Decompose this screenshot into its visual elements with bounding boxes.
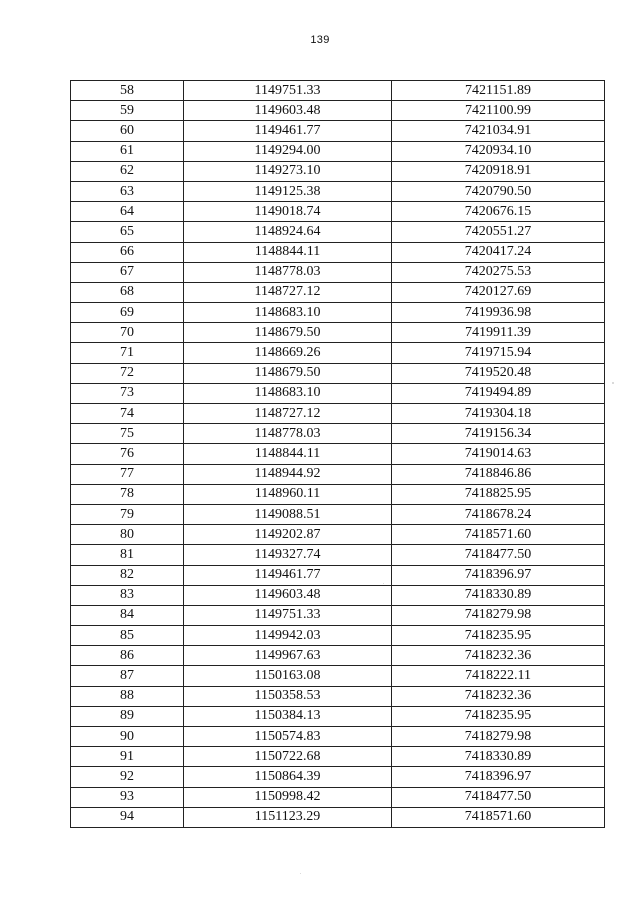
x-coordinate-cell: 1148960.11 (184, 484, 392, 504)
point-number-cell: 72 (71, 363, 184, 383)
y-coordinate-cell: 7420934.10 (392, 141, 605, 161)
x-coordinate-cell: 1149942.03 (184, 626, 392, 646)
point-number-cell: 68 (71, 282, 184, 302)
table-row (71, 262, 605, 282)
y-coordinate-cell: 7418232.36 (392, 646, 605, 666)
x-coordinate-cell: 1148778.03 (184, 262, 392, 282)
point-number-cell: 79 (71, 504, 184, 524)
table-row (71, 202, 605, 222)
y-coordinate-cell: 7419936.98 (392, 303, 605, 323)
x-coordinate-cell: 1148669.26 (184, 343, 392, 363)
y-coordinate-cell: 7420127.69 (392, 282, 605, 302)
x-coordinate-cell: 1149751.33 (184, 81, 392, 101)
scan-speck (383, 583, 384, 584)
y-coordinate-cell: 7418235.95 (392, 706, 605, 726)
table-row (71, 727, 605, 747)
point-number-cell: 63 (71, 181, 184, 201)
y-coordinate-cell: 7420918.91 (392, 161, 605, 181)
y-coordinate-cell: 7420676.15 (392, 202, 605, 222)
x-coordinate-cell: 1149751.33 (184, 605, 392, 625)
table-row (71, 323, 605, 343)
point-number-cell: 62 (71, 161, 184, 181)
x-coordinate-cell: 1148683.10 (184, 303, 392, 323)
point-number-cell: 85 (71, 626, 184, 646)
point-number-cell: 83 (71, 585, 184, 605)
table-row (71, 464, 605, 484)
table-row (71, 686, 605, 706)
point-number-cell: 75 (71, 424, 184, 444)
point-number-cell: 91 (71, 747, 184, 767)
table-row (71, 282, 605, 302)
point-number-cell: 69 (71, 303, 184, 323)
x-coordinate-cell: 1149125.38 (184, 181, 392, 201)
point-number-cell: 65 (71, 222, 184, 242)
y-coordinate-cell: 7420275.53 (392, 262, 605, 282)
x-coordinate-cell: 1148844.11 (184, 444, 392, 464)
point-number-cell: 94 (71, 807, 184, 827)
point-number-cell: 60 (71, 121, 184, 141)
x-coordinate-cell: 1149202.87 (184, 525, 392, 545)
point-number-cell: 66 (71, 242, 184, 262)
point-number-cell: 71 (71, 343, 184, 363)
x-coordinate-cell: 1150574.83 (184, 727, 392, 747)
x-coordinate-cell: 1148944.92 (184, 464, 392, 484)
x-coordinate-cell: 1148727.12 (184, 282, 392, 302)
x-coordinate-cell: 1148679.50 (184, 363, 392, 383)
point-number-cell: 76 (71, 444, 184, 464)
table-row (71, 343, 605, 363)
x-coordinate-cell: 1149018.74 (184, 202, 392, 222)
table-row (71, 626, 605, 646)
point-number-cell: 78 (71, 484, 184, 504)
x-coordinate-cell: 1149603.48 (184, 585, 392, 605)
table-row (71, 121, 605, 141)
table-row (71, 747, 605, 767)
point-number-cell: 58 (71, 81, 184, 101)
point-number-cell: 70 (71, 323, 184, 343)
scan-speck (300, 873, 301, 874)
x-coordinate-cell: 1149088.51 (184, 504, 392, 524)
y-coordinate-cell: 7421034.91 (392, 121, 605, 141)
table-row (71, 222, 605, 242)
x-coordinate-cell: 1148924.64 (184, 222, 392, 242)
x-coordinate-cell: 1150998.42 (184, 787, 392, 807)
table-row (71, 767, 605, 787)
table-row (71, 101, 605, 121)
table-row (71, 504, 605, 524)
x-coordinate-cell: 1149327.74 (184, 545, 392, 565)
table-row (71, 565, 605, 585)
point-number-cell: 84 (71, 605, 184, 625)
page-number: 139 (310, 34, 330, 46)
table-row (71, 787, 605, 807)
y-coordinate-cell: 7419014.63 (392, 444, 605, 464)
point-number-cell: 74 (71, 404, 184, 424)
table-row (71, 141, 605, 161)
point-number-cell: 90 (71, 727, 184, 747)
table-row (71, 81, 605, 101)
y-coordinate-cell: 7418330.89 (392, 585, 605, 605)
y-coordinate-cell: 7420417.24 (392, 242, 605, 262)
table-row (71, 525, 605, 545)
x-coordinate-cell: 1150722.68 (184, 747, 392, 767)
y-coordinate-cell: 7418235.95 (392, 626, 605, 646)
point-number-cell: 87 (71, 666, 184, 686)
point-number-cell: 67 (71, 262, 184, 282)
y-coordinate-cell: 7419715.94 (392, 343, 605, 363)
y-coordinate-cell: 7421100.99 (392, 101, 605, 121)
y-coordinate-cell: 7418477.50 (392, 787, 605, 807)
y-coordinate-cell: 7419304.18 (392, 404, 605, 424)
point-number-cell: 59 (71, 101, 184, 121)
point-number-cell: 73 (71, 383, 184, 403)
x-coordinate-cell: 1148679.50 (184, 323, 392, 343)
y-coordinate-cell: 7418477.50 (392, 545, 605, 565)
table-row (71, 545, 605, 565)
point-number-cell: 61 (71, 141, 184, 161)
table-row (71, 242, 605, 262)
table-row (71, 585, 605, 605)
x-coordinate-cell: 1148844.11 (184, 242, 392, 262)
point-number-cell: 86 (71, 646, 184, 666)
x-coordinate-cell: 1150384.13 (184, 706, 392, 726)
y-coordinate-cell: 7418222.11 (392, 666, 605, 686)
y-coordinate-cell: 7418330.89 (392, 747, 605, 767)
y-coordinate-cell: 7418678.24 (392, 504, 605, 524)
y-coordinate-cell: 7418846.86 (392, 464, 605, 484)
point-number-cell: 81 (71, 545, 184, 565)
y-coordinate-cell: 7418571.60 (392, 525, 605, 545)
table-row (71, 181, 605, 201)
table-row (71, 363, 605, 383)
x-coordinate-cell: 1150864.39 (184, 767, 392, 787)
point-number-cell: 80 (71, 525, 184, 545)
y-coordinate-cell: 7418571.60 (392, 807, 605, 827)
y-coordinate-cell: 7418232.36 (392, 686, 605, 706)
table-row (71, 161, 605, 181)
x-coordinate-cell: 1151123.29 (184, 807, 392, 827)
table-row (71, 666, 605, 686)
y-coordinate-cell: 7420790.50 (392, 181, 605, 201)
y-coordinate-cell: 7418279.98 (392, 727, 605, 747)
point-number-cell: 82 (71, 565, 184, 585)
scan-speck (612, 382, 614, 384)
y-coordinate-cell: 7420551.27 (392, 222, 605, 242)
y-coordinate-cell: 7421151.89 (392, 81, 605, 101)
table-row (71, 807, 605, 827)
y-coordinate-cell: 7418396.97 (392, 565, 605, 585)
table-row (71, 383, 605, 403)
y-coordinate-cell: 7419156.34 (392, 424, 605, 444)
point-number-cell: 89 (71, 706, 184, 726)
point-number-cell: 88 (71, 686, 184, 706)
x-coordinate-cell: 1148778.03 (184, 424, 392, 444)
point-number-cell: 92 (71, 767, 184, 787)
x-coordinate-cell: 1150358.53 (184, 686, 392, 706)
table-row (71, 605, 605, 625)
x-coordinate-cell: 1149461.77 (184, 565, 392, 585)
coordinates-table-body (71, 81, 605, 828)
y-coordinate-cell: 7418825.95 (392, 484, 605, 504)
y-coordinate-cell: 7419494.89 (392, 383, 605, 403)
x-coordinate-cell: 1149967.63 (184, 646, 392, 666)
table-row (71, 646, 605, 666)
x-coordinate-cell: 1148683.10 (184, 383, 392, 403)
table-row (71, 404, 605, 424)
y-coordinate-cell: 7418279.98 (392, 605, 605, 625)
y-coordinate-cell: 7419520.48 (392, 363, 605, 383)
table-row (71, 424, 605, 444)
coordinates-table (70, 80, 605, 828)
table-row (71, 444, 605, 464)
y-coordinate-cell: 7419911.39 (392, 323, 605, 343)
point-number-cell: 64 (71, 202, 184, 222)
x-coordinate-cell: 1149461.77 (184, 121, 392, 141)
table-row (71, 303, 605, 323)
y-coordinate-cell: 7418396.97 (392, 767, 605, 787)
x-coordinate-cell: 1149273.10 (184, 161, 392, 181)
x-coordinate-cell: 1148727.12 (184, 404, 392, 424)
table-row (71, 484, 605, 504)
x-coordinate-cell: 1149603.48 (184, 101, 392, 121)
point-number-cell: 77 (71, 464, 184, 484)
x-coordinate-cell: 1149294.00 (184, 141, 392, 161)
point-number-cell: 93 (71, 787, 184, 807)
table-row (71, 706, 605, 726)
x-coordinate-cell: 1150163.08 (184, 666, 392, 686)
